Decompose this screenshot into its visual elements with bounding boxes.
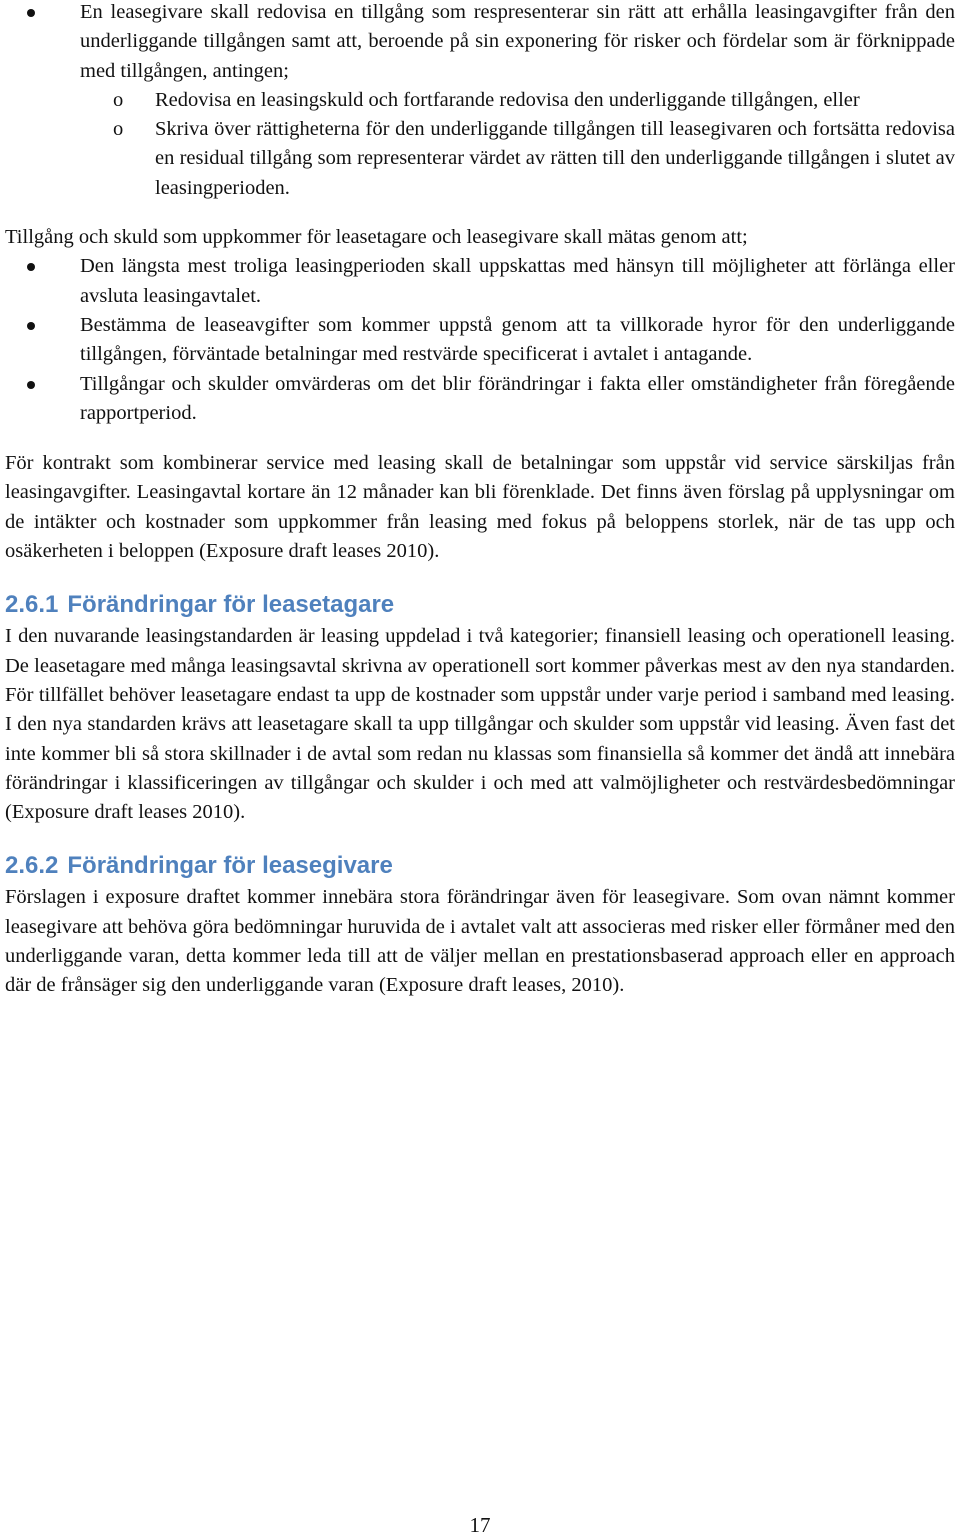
measurement-item-text: Bestämma de leaseavgifter som kommer uppstå genom att ta villkorade hyror för den underliggande tillgången, förväntade betalningar med restvärde specificerat i avtalet i antagande. [80,313,955,366]
intro-bullet-list [5,0,955,203]
bullet-icon [27,263,35,271]
intro-bullet-text: En leasegivare skall redovisa en tillgång som respresenterar sin rätt att erhålla leasingavgifter från den underliggande tillgången samt att, beroende på sin exponering för risker och fördelar som är förknippade med tillgången, antingen; [80,1,955,82]
measurement-list [5,252,955,428]
page-content [5,0,955,1001]
sub-bullet-marker: o [113,118,124,141]
intro-sub-item [80,115,955,203]
intro-sub-item [80,86,955,115]
service-paragraph: För kontrakt som kombinerar service med leasing skall de betalningar som uppstår vid service särskiljas från leasingavgifter. Leasingavtal kortare än 12 månader kan bli förenklade. Det finns även förslag på upplysningar om de intäkter och kostnader som uppkommer från leasing med fokus på beloppens storlek, när de tas upp och osäkerheten i beloppen (Exposure draft leases 2010). [5,452,955,563]
measurement-item-text: Den längsta mest troliga leasingperioden skall uppskattas med hänsyn till möjligheter att förlänga eller avsluta leasingavtalet. [80,255,955,307]
section-body-lessee: I den nuvarande leasingstandarden är leasing uppdelad i två kategorier; finansiell leasing och operationell leasing. De leasetagare med många leasingsavtal skrivna av operationell sort kommer påverkas mest av den nya standarden. För tillfället behöver leasetagare endast ta upp de kostnader som uppstår under varje period i samband med leasing. I den nya standarden krävs att leasetagare skall ta upp tillgångar och skulder som uppstår vid leasing. Även fast det inte kommer bli så stora skillnader i de avtal som redan nu klassas som finansiella så kommer det ändå att innebära förändringar i klassificeringen av tillgångar och skulder i och med att valmöjligheter och restvärdesbedömningar (Exposure draft leases 2010). [5,625,955,824]
section-title: Förändringar för leasetagare [67,591,395,619]
measurement-item [5,252,955,311]
section-body-lessor: Förslagen i exposure draftet kommer innebära stora förändringar även för leasegivare. Som ovan nämnt kommer leasegivare att behöva göra bedömningar huruvida de i avtalet valt att associeras med risker eller förmåner med den underliggande varan, detta kommer leda till att de väljer mellan en prestationsbaserad approach eller en approach där de frånsäger sig den underliggande varan (Exposure draft leases, 2010). [5,886,955,997]
measurement-item-text: Tillgångar och skulder omvärderas om det blir förändringar i fakta eller omständigheter från föregående rapportperiod. [80,372,955,424]
sub-bullet-marker: o [113,88,124,111]
intro-sub-item-text: Skriva över rättigheterna för den underliggande tillgången till leasegivaren och fortsätta redovisa en residual tillgång som representerar värdet av rätten till den underliggande tillgången i slutet av leasingperioden. [155,118,955,199]
bullet-icon [27,381,35,389]
intro-bullet-item [5,0,955,203]
section-title: Förändringar för leasegivare [67,852,393,880]
section-number: 2.6.1 [5,591,59,619]
intro-sub-list [80,86,955,203]
section-number: 2.6.2 [5,852,59,880]
bullet-icon [27,9,35,17]
bullet-icon [27,322,35,330]
section-heading-lessee [5,590,955,619]
page-number: 17 [469,1513,491,1537]
measurement-item [5,311,955,370]
measurement-lead: Tillgång och skuld som uppkommer för leasetagare och leasegivare skall mätas genom att; [5,226,748,249]
measurement-item [5,370,955,429]
intro-sub-item-text: Redovisa en leasingskuld och fortfarande redovisa den underliggande tillgången, eller [155,88,860,111]
section-heading-lessor [5,851,955,880]
